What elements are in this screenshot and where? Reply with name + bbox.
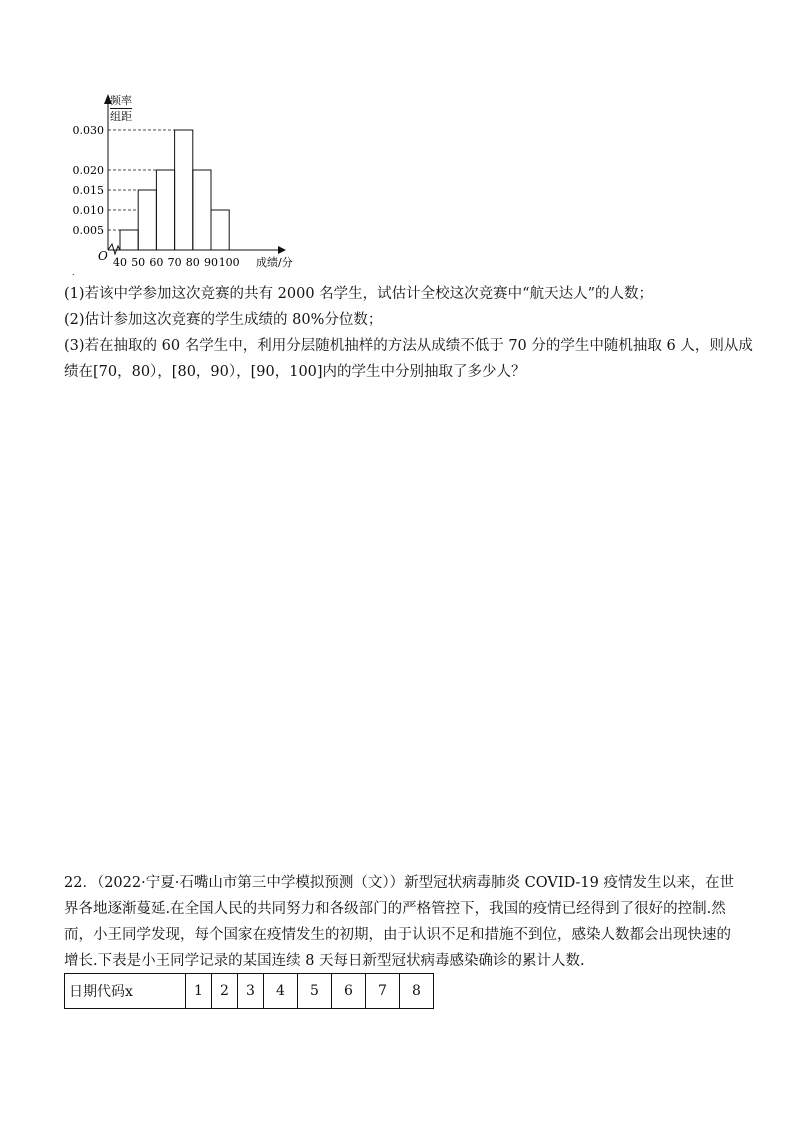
histogram-bar — [193, 170, 211, 250]
histogram-bar — [120, 230, 138, 250]
axis-break — [108, 244, 120, 254]
table-cell: 1 — [186, 974, 212, 1009]
y-axis-arrow — [104, 94, 112, 104]
question-3-line-2: 绩在[70，80），[80，90），[90，100]内的学生中分别抽取了多少人？ — [64, 364, 526, 380]
histogram-bar — [138, 190, 156, 250]
table-cell: 4 — [264, 974, 298, 1009]
table-header-cell: 日期代码x — [65, 974, 186, 1009]
x-tick-label: 70 — [167, 256, 182, 269]
y-tick-label: 0.005 — [72, 224, 104, 237]
x-axis-title: 成绩/分 — [256, 256, 293, 269]
table-cell: 2 — [212, 974, 238, 1009]
problem-22 — [64, 870, 740, 974]
problem-22-line-1: 22．（2022·宁夏·石嘴山市第三中学模拟预测（文））新型冠状病毒肺炎 COVID-19 疫情发生以来，在世 — [64, 875, 734, 891]
histogram-canvas — [60, 90, 320, 280]
problem-22-line-4: 增长.下表是小王同学记录的某国连续 8 天每日新型冠状病毒感染确诊的累计人数. — [64, 953, 585, 969]
y-axis-title-numerator: 频率 — [110, 94, 132, 107]
histogram-bar — [156, 170, 174, 250]
table-cell: 8 — [400, 974, 434, 1009]
x-tick-label: 90 — [204, 256, 218, 269]
x-tick-label: 80 — [185, 256, 200, 269]
problem-22-line-2: 界各地逐渐蔓延.在全国人民的共同努力和各级部门的严格管控下，我国的疫情已经得到了很好的控制.然 — [64, 901, 726, 917]
origin-label: O — [98, 249, 108, 263]
frequency-histogram — [60, 90, 320, 280]
table-cell: 5 — [298, 974, 332, 1009]
x-tick-label: 50 — [131, 256, 146, 269]
x-tick-label: 100 — [218, 256, 240, 269]
y-tick-label: 0.015 — [72, 184, 104, 197]
table-cell: 7 — [366, 974, 400, 1009]
x-axis-arrow — [278, 246, 286, 254]
y-tick-label: 0.020 — [72, 164, 104, 177]
problem-22-line-3: 而，小王同学发现，每个国家在疫情发生的初期，由于认识不足和措施不到位，感染人数都会出现快速的 — [64, 927, 731, 943]
y-tick-label: 0.010 — [72, 204, 104, 217]
question-1: (1)若该中学参加这次竞赛的共有 2000 名学生，试估计全校这次竞赛中“航天达人”的人数； — [64, 286, 653, 302]
table-cell: 6 — [332, 974, 366, 1009]
x-tick-label: 60 — [149, 256, 164, 269]
y-axis-title-denominator: 组距 — [110, 110, 132, 123]
y-tick-label: 0.030 — [72, 124, 104, 137]
histogram-bar — [211, 210, 229, 250]
table-row — [65, 974, 434, 1009]
date-code-table — [64, 973, 434, 1009]
histogram-bar — [175, 130, 193, 250]
table-cell: 3 — [238, 974, 264, 1009]
question-2: (2)估计参加这次竞赛的学生成绩的 80%分位数； — [64, 312, 383, 328]
x-tick-label: 40 — [113, 256, 127, 269]
question-3-line-1: (3)若在抽取的 60 名学生中，利用分层随机抽样的方法从成绩不低于 70 分的学生中随机抽取 6 人，则从成 — [64, 338, 753, 354]
